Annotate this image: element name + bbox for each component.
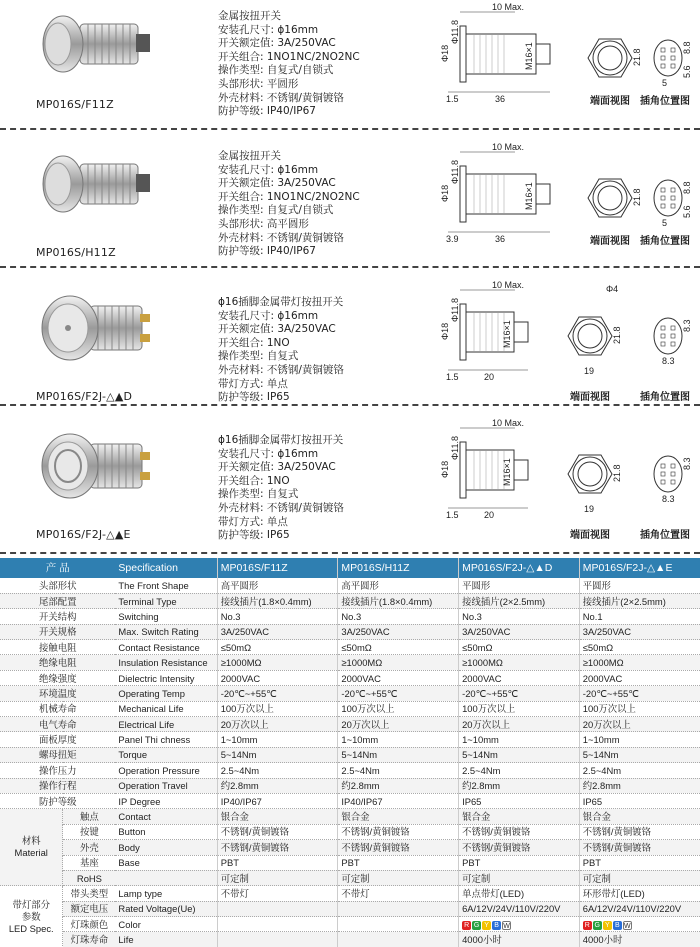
table-cell: IP40/IP67 [217, 793, 338, 808]
table-row [0, 717, 700, 732]
table-cell: 绝缘强度 [0, 670, 115, 685]
table-row [0, 609, 700, 624]
switch-photo-icon [18, 140, 168, 240]
spec-line: 金属按扭开关 [218, 150, 281, 162]
dim-top: 10 Max. [492, 2, 525, 12]
table-cell: 100万次以上 [579, 701, 700, 716]
spec-line: 外壳材料: 不锈钢/黄铜镀铬 [218, 91, 344, 104]
table-cell: 约2.8mm [338, 778, 459, 793]
table-cell: 接触电阻 [0, 640, 115, 655]
product-specs [218, 150, 360, 259]
header-model-4: MP016S/F2J-△▲E [579, 558, 700, 578]
table-cell: 开关规格 [0, 624, 115, 639]
spec-line: 开关额定值: 3A/250VAC [218, 177, 336, 190]
switch-photo-icon [18, 416, 168, 516]
table-cell: ≤50mΩ [459, 640, 580, 655]
dim-top: 10 Max. [492, 280, 525, 290]
table-cell: 100万次以上 [459, 701, 580, 716]
table-cell: 银合金 [217, 809, 338, 824]
table-row [0, 670, 700, 685]
table-cell: 约2.8mm [459, 778, 580, 793]
table-cell: Contact [115, 809, 217, 824]
dim-p2: 5.6 [682, 205, 692, 218]
table-cell: Switching [115, 609, 217, 624]
table-cell: Torque [115, 747, 217, 762]
table-row [0, 763, 700, 778]
spec-line: 操作类型: 自复式 [218, 488, 299, 501]
table-cell: Panel Thi chness [115, 732, 217, 747]
table-cell: 100万次以上 [217, 701, 338, 716]
spec-line: 金属按扭开关 [218, 10, 281, 22]
caption-pin-view: 插角位置图 [640, 530, 690, 541]
table-cell: No.3 [459, 609, 580, 624]
spec-line: 安装孔尺寸: ϕ16mm [218, 309, 319, 322]
dim-a: 1.5 [446, 372, 459, 382]
table-cell: 不锈钢/黄铜镀铬 [579, 824, 700, 839]
spec-line: 带灯方式: 单点 [218, 515, 288, 528]
table-cell: Mechanical Life [115, 701, 217, 716]
table-cell: 20万次以上 [338, 717, 459, 732]
spec-line: 开关组合: 1NO1NC/2NO2NC [218, 190, 360, 203]
table-cell: 1~10mm [338, 732, 459, 747]
table-cell: PBT [217, 855, 338, 870]
table-cell: ≥1000MΩ [579, 655, 700, 670]
dim-top: 10 Max. [492, 418, 525, 428]
dimension-drawing [432, 416, 700, 541]
table-cell [338, 917, 459, 932]
table-row [0, 932, 700, 947]
table-cell: ≥1000MΩ [338, 655, 459, 670]
table-cell: 1~10mm [217, 732, 338, 747]
header-model-2: MP016S/H11Z [338, 558, 459, 578]
dim-dia1: Φ11.8 [450, 159, 460, 184]
table-cell: 2000VAC [459, 670, 580, 685]
dim-dia1: Φ11.8 [450, 435, 460, 460]
table-cell: 灯珠颜色 [63, 917, 115, 932]
table-cell: 不锈钢/黄铜镀铬 [217, 840, 338, 855]
table-cell: 可定制 [217, 870, 338, 885]
table-cell: Color [115, 917, 217, 932]
table-cell: 2000VAC [579, 670, 700, 685]
table-cell: 不带灯 [217, 886, 338, 901]
table-cell: 不锈钢/黄铜镀铬 [217, 824, 338, 839]
table-cell: 3A/250VAC [579, 624, 700, 639]
table-cell: 3A/250VAC [217, 624, 338, 639]
group-label: Material [14, 847, 48, 859]
spec-line: 操作类型: 自复式/自锁式 [218, 64, 334, 77]
table-cell: 高平圆形 [217, 578, 338, 593]
dim-end: 21.8 [612, 326, 622, 344]
table-cell: Insulation Resistance [115, 655, 217, 670]
header-model-3: MP016S/F2J-△▲D [459, 558, 580, 578]
table-cell: 银合金 [459, 809, 580, 824]
table-cell: 开关结构 [0, 609, 115, 624]
table-cell: -20℃~+55℃ [459, 686, 580, 701]
table-row [0, 855, 700, 870]
table-cell: 电气寿命 [0, 717, 115, 732]
dim-p3: 8.3 [682, 319, 692, 332]
dashed-separator [0, 404, 700, 406]
table-cell: -20℃~+55℃ [217, 686, 338, 701]
table-cell: Electrical Life [115, 717, 217, 732]
table-cell: 可定制 [579, 870, 700, 885]
table-row [0, 809, 700, 824]
table-cell: 额定电压 [63, 901, 115, 916]
dim-a: 1.5 [446, 94, 459, 104]
table-cell: 不带灯 [338, 886, 459, 901]
table-cell: ≥1000MΩ [459, 655, 580, 670]
table-cell: 6A/12V/24V/110V/220V [579, 901, 700, 916]
table-cell: 基座 [63, 855, 115, 870]
table-cell: No.3 [217, 609, 338, 624]
table-cell: 3A/250VAC [459, 624, 580, 639]
led-color-swatch: G [473, 921, 480, 929]
caption-end-view: 端面视图 [590, 236, 630, 247]
dimension-drawing [432, 278, 700, 403]
table-cell: ≤50mΩ [579, 640, 700, 655]
spec-line: 操作类型: 自复式 [218, 350, 299, 363]
product-model: MP016S/F11Z [36, 98, 114, 111]
caption-pin-view: 插角位置图 [640, 236, 690, 247]
dim-a: 3.9 [446, 234, 459, 244]
table-cell: Max. Switch Rating [115, 624, 217, 639]
led-color-swatch: G [594, 921, 600, 929]
table-cell: 操作压力 [0, 763, 115, 778]
table-cell: 可定制 [459, 870, 580, 885]
dim-p1-end: 19 [584, 366, 595, 376]
table-cell: IP Degree [115, 793, 217, 808]
table-cell: 尾部配置 [0, 593, 115, 608]
table-row [0, 686, 700, 701]
product-block [0, 140, 700, 270]
product-block [0, 0, 700, 130]
table-row [0, 732, 700, 747]
spec-line: 安装孔尺寸: ϕ16mm [218, 447, 319, 460]
table-cell: 2.5~4Nm [579, 763, 700, 778]
table-cell: 不锈钢/黄铜镀铬 [338, 840, 459, 855]
header-spec: Specification [115, 558, 217, 578]
dim-top: 10 Max. [492, 142, 525, 152]
table-cell: 3A/250VAC [338, 624, 459, 639]
dim-b: 36 [495, 94, 506, 104]
table-cell: RoHS [63, 870, 115, 885]
table-cell [579, 917, 700, 932]
spec-line: 防护等级: IP40/IP67 [218, 245, 316, 258]
dim-p2: 5.6 [682, 65, 692, 78]
dim-b: 20 [484, 372, 495, 382]
table-cell: Contact Resistance [115, 640, 217, 655]
table-cell: 20万次以上 [217, 717, 338, 732]
dim-dia2: Φ18 [440, 44, 450, 62]
spec-line: 外壳材料: 不锈钢/黄铜镀铬 [218, 501, 344, 514]
table-cell: 绝缘电阻 [0, 655, 115, 670]
dim-led: Φ4 [606, 284, 619, 294]
spec-line: 开关组合: 1NO1NC/2NO2NC [218, 50, 360, 63]
table-row [0, 901, 700, 916]
product-block [0, 278, 700, 408]
table-cell: 可定制 [338, 870, 459, 885]
table-header-row [0, 558, 700, 578]
table-cell: 2000VAC [338, 670, 459, 685]
dim-p1-end: 19 [584, 504, 595, 514]
table-cell: 约2.8mm [579, 778, 700, 793]
table-row [0, 655, 700, 670]
dim-a: 1.5 [446, 510, 459, 520]
table-cell: 5~14Nm [338, 747, 459, 762]
led-color-swatch: Y [482, 921, 491, 930]
product-specs [218, 434, 344, 543]
dashed-separator [0, 552, 700, 554]
dim-dia1: Φ11.8 [450, 19, 460, 44]
table-cell: Dielectric Intensity [115, 670, 217, 685]
led-color-swatch: W [503, 922, 510, 930]
dim-thread: M16×1 [502, 458, 512, 486]
table-cell: 5~14Nm [459, 747, 580, 762]
dim-end: 21.8 [612, 464, 622, 482]
table-cell: The Front Shape [115, 578, 217, 593]
table-cell: 20万次以上 [579, 717, 700, 732]
group-label: 材料 [21, 835, 41, 847]
product-model: MP016S/H11Z [36, 246, 116, 259]
table-cell: 2.5~4Nm [217, 763, 338, 778]
table-cell: 帯头类型 [63, 886, 115, 901]
table-cell: 银合金 [579, 809, 700, 824]
table-cell: 单点带灯(LED) [459, 886, 580, 901]
table-cell: 不锈钢/黄铜镀铬 [338, 824, 459, 839]
table-cell: PBT [338, 855, 459, 870]
dim-thread: M16×1 [502, 320, 512, 348]
spec-line: 安装孔尺寸: ϕ16mm [218, 23, 319, 36]
table-cell: Operation Travel [115, 778, 217, 793]
dim-dia2: Φ18 [440, 460, 450, 478]
table-row [0, 640, 700, 655]
dashed-separator [0, 128, 700, 130]
table-cell: Base [115, 855, 217, 870]
table-cell: 5~14Nm [579, 747, 700, 762]
dim-thread: M16×1 [524, 182, 534, 210]
table-row [0, 886, 700, 901]
table-cell: 按键 [63, 824, 115, 839]
spec-line: 安装孔尺寸: ϕ16mm [218, 163, 319, 176]
table-cell: No.1 [579, 609, 700, 624]
table-row [0, 824, 700, 839]
table-cell: Operating Temp [115, 686, 217, 701]
table-cell: 2.5~4Nm [459, 763, 580, 778]
table-cell: 操作行程 [0, 778, 115, 793]
product-block [0, 416, 700, 546]
group-label: LED Spec. [8, 922, 54, 934]
dashed-separator [0, 266, 700, 268]
table-cell: 5~14Nm [217, 747, 338, 762]
table-cell: 接线插片(1.8×0.4mm) [217, 593, 338, 608]
table-cell [0, 886, 63, 947]
dim-thread: M16×1 [524, 42, 534, 70]
table-cell: 高平圆形 [338, 578, 459, 593]
table-cell [217, 932, 338, 947]
dim-dia1: Φ11.8 [450, 297, 460, 322]
table-cell: ≤50mΩ [217, 640, 338, 655]
group-label: 带灯部分 [12, 898, 50, 910]
dim-p1: 5 [662, 78, 668, 88]
spec-line: 头部形状: 平圆形 [218, 77, 299, 90]
led-color-swatch: R [584, 921, 590, 929]
table-cell: IP65 [459, 793, 580, 808]
spec-line: 头部形状: 高平圆形 [218, 217, 309, 230]
dim-p1: 8.3 [662, 356, 675, 366]
table-cell: 不锈钢/黄铜镀铬 [459, 840, 580, 855]
table-cell [115, 870, 217, 885]
table-cell: 1~10mm [459, 732, 580, 747]
table-cell: Terminal Type [115, 593, 217, 608]
product-model: MP016S/F2J-△▲E [36, 528, 131, 541]
caption-end-view: 端面视图 [570, 392, 610, 403]
table-cell: 外壳 [63, 840, 115, 855]
table-row [0, 593, 700, 608]
table-row [0, 870, 700, 885]
table-cell: 触点 [63, 809, 115, 824]
dim-p3: 8.8 [682, 41, 692, 54]
table-cell: Button [115, 824, 217, 839]
table-cell: 平圆形 [459, 578, 580, 593]
table-row [0, 624, 700, 639]
table-cell: 接线插片(2×2.5mm) [459, 593, 580, 608]
table-cell: 平圆形 [579, 578, 700, 593]
group-label: 参数 [21, 910, 41, 922]
spec-line: 开关额定值: 3A/250VAC [218, 461, 336, 474]
table-cell: 100万次以上 [338, 701, 459, 716]
table-cell: 环境温度 [0, 686, 115, 701]
product-model: MP016S/F2J-△▲D [36, 390, 133, 403]
table-cell: 不锈钢/黄铜镀铬 [459, 824, 580, 839]
table-cell: Body [115, 840, 217, 855]
table-cell: Lamp type [115, 886, 217, 901]
dim-end: 21.8 [632, 48, 642, 66]
table-cell: IP65 [579, 793, 700, 808]
table-row [0, 778, 700, 793]
dim-p1: 8.3 [662, 494, 675, 504]
spec-line: ϕ16插脚金属带灯按扭开关 [218, 434, 344, 446]
table-cell [338, 901, 459, 916]
table-cell: 防护等级 [0, 793, 115, 808]
table-cell: 机械寿命 [0, 701, 115, 716]
table-cell: Operation Pressure [115, 763, 217, 778]
table-row [0, 747, 700, 762]
caption-pin-view: 插角位置图 [640, 96, 690, 107]
spec-line: 防护等级: IP65 [218, 529, 290, 542]
table-cell: 头部形状 [0, 578, 115, 593]
table-cell: IP40/IP67 [338, 793, 459, 808]
dim-dia2: Φ18 [440, 184, 450, 202]
table-cell: 4000小时 [459, 932, 580, 947]
table-cell: 螺母扭矩 [0, 747, 115, 762]
spec-line: ϕ16插脚金属带灯按扭开关 [218, 296, 344, 308]
spec-line: 开关组合: 1NO [218, 474, 290, 487]
dim-end: 21.8 [632, 188, 642, 206]
table-cell [338, 932, 459, 947]
switch-photo-icon [18, 0, 168, 100]
led-color-swatch: B [613, 921, 622, 930]
table-row [0, 578, 700, 593]
led-color-swatch: W [623, 922, 631, 930]
table-cell: 4000小时 [579, 932, 700, 947]
table-row [0, 917, 700, 932]
table-cell: 20万次以上 [459, 717, 580, 732]
dim-p1: 5 [662, 218, 668, 228]
dimension-drawing [432, 140, 700, 265]
table-cell [0, 809, 63, 886]
table-cell: 环形带灯(LED) [579, 886, 700, 901]
spec-line: 开关组合: 1NO [218, 336, 290, 349]
dimension-drawing [432, 0, 700, 125]
table-cell [217, 901, 338, 916]
spec-line: 外壳材料: 不锈钢/黄铜镀铬 [218, 363, 344, 376]
table-cell: -20℃~+55℃ [579, 686, 700, 701]
product-specs [218, 296, 344, 405]
table-cell: ≤50mΩ [338, 640, 459, 655]
led-color-swatch: Y [603, 921, 612, 930]
caption-end-view: 端面视图 [570, 530, 610, 541]
dim-b: 36 [495, 234, 506, 244]
spec-line: 外壳材料: 不锈钢/黄铜镀铬 [218, 231, 344, 244]
table-cell: 2.5~4Nm [338, 763, 459, 778]
table-cell: 灯珠寿命 [63, 932, 115, 947]
table-cell: 接线插片(1.8×0.4mm) [338, 593, 459, 608]
table-cell: 面板厚度 [0, 732, 115, 747]
table-row [0, 701, 700, 716]
table-cell: PBT [579, 855, 700, 870]
dim-dia2: Φ18 [440, 322, 450, 340]
caption-end-view: 端面视图 [590, 96, 630, 107]
header-model-1: MP016S/F11Z [217, 558, 338, 578]
table-cell: 1~10mm [579, 732, 700, 747]
table-cell [459, 917, 580, 932]
table-row [0, 793, 700, 808]
table-cell: 接线插片(2×2.5mm) [579, 593, 700, 608]
spec-table [0, 558, 700, 947]
header-product: 产 品 [0, 558, 115, 578]
table-cell: No.3 [338, 609, 459, 624]
product-specs [218, 10, 360, 119]
table-row [0, 840, 700, 855]
table-cell: 2000VAC [217, 670, 338, 685]
table-cell: 约2.8mm [217, 778, 338, 793]
table-cell [217, 917, 338, 932]
table-cell: PBT [459, 855, 580, 870]
caption-pin-view: 插角位置图 [640, 392, 690, 403]
table-cell: Life [115, 932, 217, 947]
table-cell: 不锈钢/黄铜镀铬 [579, 840, 700, 855]
table-cell: ≥1000MΩ [217, 655, 338, 670]
table-cell: 银合金 [338, 809, 459, 824]
dim-p3: 8.8 [682, 181, 692, 194]
spec-line: 防护等级: IP65 [218, 391, 290, 404]
spec-line: 开关额定值: 3A/250VAC [218, 37, 336, 50]
led-color-swatch: B [492, 921, 501, 930]
switch-photo-icon [18, 278, 168, 378]
dim-b: 20 [484, 510, 495, 520]
spec-line: 操作类型: 自复式/自锁式 [218, 204, 334, 217]
table-cell: 6A/12V/24V/110V/220V [459, 901, 580, 916]
dim-p3: 8.3 [682, 457, 692, 470]
spec-line: 开关额定值: 3A/250VAC [218, 323, 336, 336]
table-cell: Rated Voltage(Ue) [115, 901, 217, 916]
table-cell: -20℃~+55℃ [338, 686, 459, 701]
spec-line: 带灯方式: 单点 [218, 377, 288, 390]
spec-line: 防护等级: IP40/IP67 [218, 105, 316, 118]
led-color-swatch: R [464, 921, 470, 929]
